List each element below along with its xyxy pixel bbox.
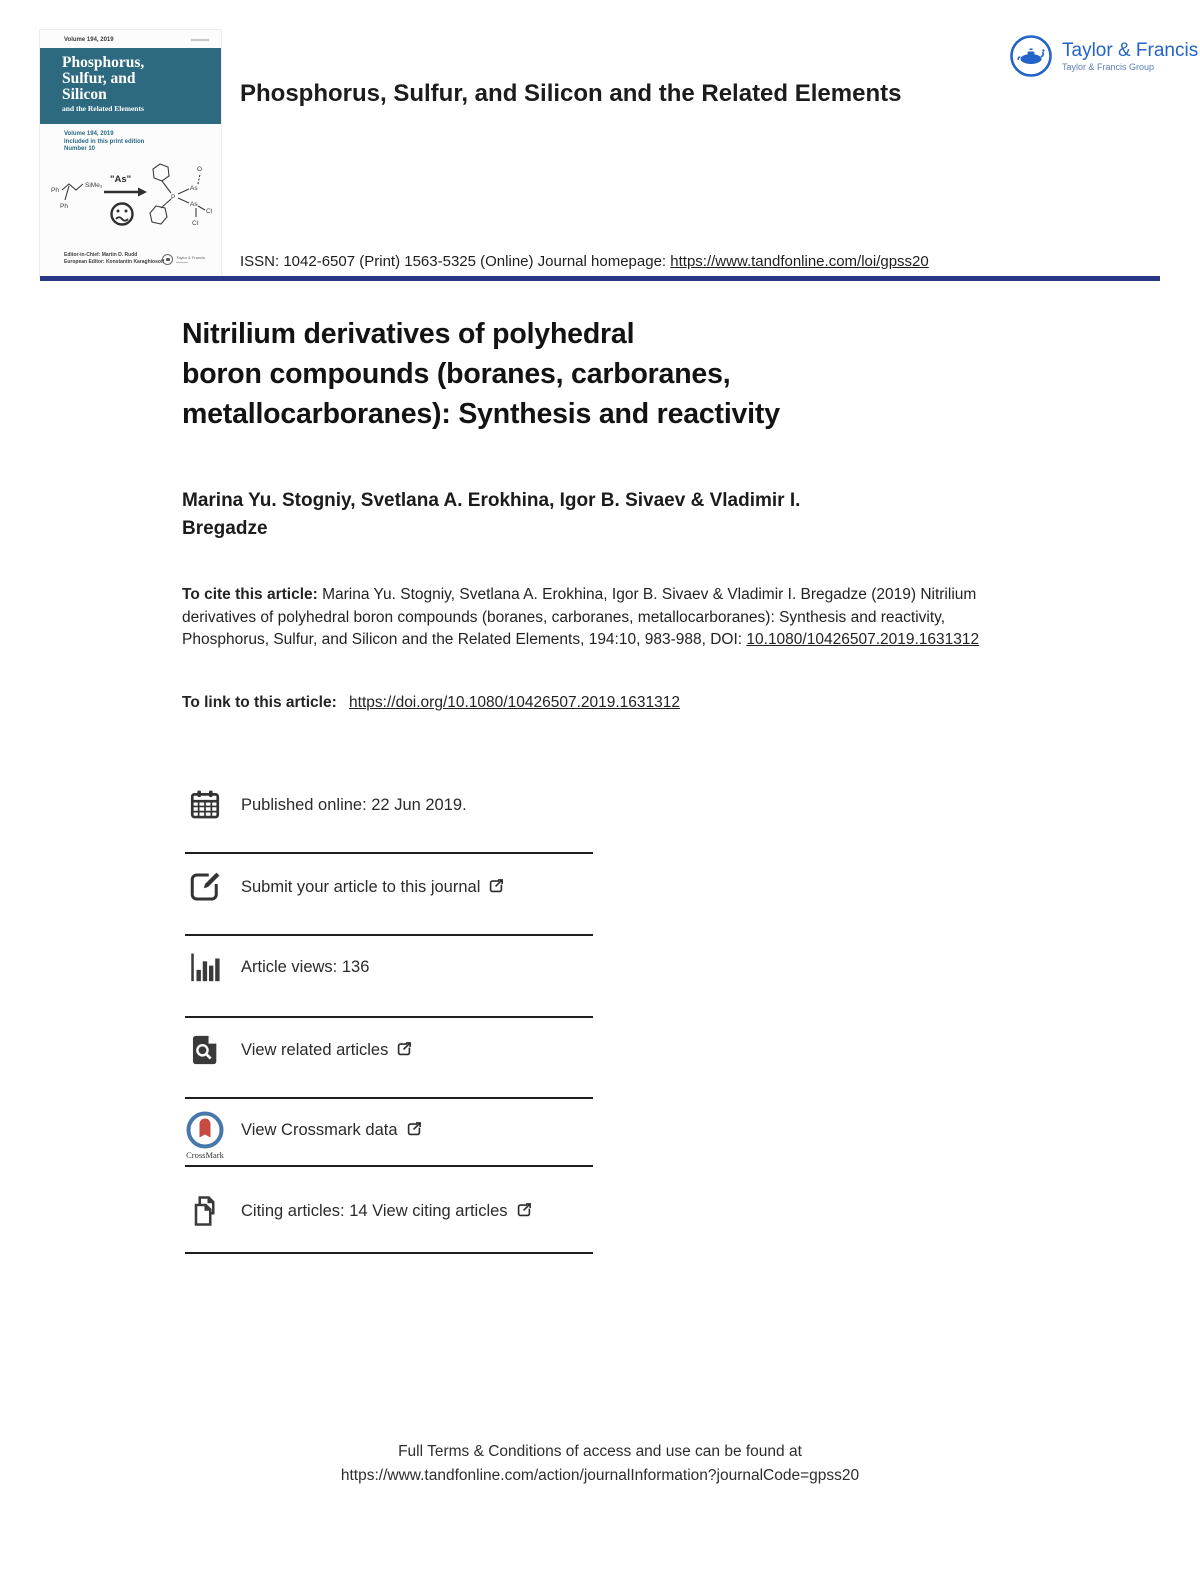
cover-print-info: [64, 131, 144, 154]
calendar-icon: [188, 788, 222, 822]
article-title-line: boron compounds (boranes, carboranes,: [182, 358, 731, 390]
cover-masthead-line: Sulfur, and: [62, 70, 136, 87]
article-title: [182, 314, 780, 434]
citing-articles-row[interactable]: [185, 1185, 595, 1237]
journal-cover-thumbnail: [40, 30, 221, 277]
crossmark-row[interactable]: [185, 1104, 595, 1160]
cover-editor-line: European Editor: Konstantin Karaghiosoff: [64, 258, 165, 265]
cover-print-info-line: Included in this print edition: [64, 138, 145, 145]
row-separator: [185, 934, 593, 936]
cover-editors: [64, 252, 164, 265]
related-articles-label: View related articles: [241, 1041, 389, 1059]
frowny-face-icon: [112, 204, 133, 225]
atom-label: P: [171, 194, 176, 201]
cover-editor-line: Editor-in-Chief: Martin D. Rudd: [64, 252, 138, 258]
atom-label: Cl: [192, 220, 199, 227]
atom-label: Cl: [206, 208, 213, 215]
bar-chart-icon: [188, 950, 222, 984]
cover-masthead-subtitle: and the Related Elements: [62, 104, 144, 113]
cover-print-info-line: Number 10: [64, 146, 96, 152]
issn-line: [240, 253, 929, 270]
crossmark-icon: [185, 1110, 225, 1150]
chemical-scheme-graphic: [48, 156, 213, 244]
citing-articles-icon: [187, 1193, 223, 1229]
submit-article-row[interactable]: [185, 861, 595, 913]
article-authors: [182, 487, 800, 543]
crossmark-caption: CrossMark: [186, 1150, 224, 1160]
published-online-row: [185, 779, 595, 831]
cite-doi-link[interactable]: 10.1080/10426507.2019.1631312: [746, 631, 980, 648]
cover-masthead: [62, 55, 144, 103]
article-views-label: Article views: 136: [241, 957, 370, 976]
article-link-line: [182, 694, 680, 712]
issn-text: ISSN: 1042-6507 (Print) 1563-5325 (Online) Journal homepage:: [240, 253, 671, 270]
terms-footer-line1: Full Terms & Conditions of access and use can be found at: [398, 1443, 802, 1460]
atom-label: O: [197, 166, 203, 173]
cover-publisher-name: Taylor & Francis: [176, 255, 205, 260]
cover-publisher-subline: [176, 262, 188, 264]
doi-link[interactable]: https://doi.org/10.1080/10426507.2019.1631312: [349, 694, 681, 711]
taylor-francis-lamp-icon: [1008, 33, 1054, 79]
citation-block: [182, 584, 982, 652]
published-online-label: Published online: 22 Jun 2019.: [241, 795, 467, 814]
submit-article-label: Submit your article to this journal: [241, 878, 481, 896]
reagent-label: "As": [110, 174, 132, 185]
row-separator: [185, 852, 593, 854]
related-articles-icon: [188, 1033, 222, 1067]
cite-label: To cite this article:: [182, 586, 323, 603]
link-label: To link to this article:: [182, 694, 342, 711]
article-title-line: metallocarboranes): Synthesis and reactivity: [182, 398, 780, 430]
terms-footer-link[interactable]: https://www.tandfonline.com/action/journalInformation?journalCode=gpss20: [340, 1466, 860, 1484]
atom-label: Ph: [51, 187, 59, 194]
publisher-name: Taylor & Francis: [1062, 39, 1199, 61]
atom-label: SiMe₃: [85, 182, 103, 189]
external-link-icon: [515, 1201, 533, 1219]
taylor-francis-mini-icon: [162, 254, 173, 265]
external-link-icon: [487, 877, 505, 895]
cover-volume-line: Volume 194, 2019: [64, 37, 114, 43]
publisher-logo: [1008, 33, 1198, 79]
atom-label: As: [190, 185, 198, 192]
cover-top-right-mark: [191, 39, 209, 41]
submit-pencil-icon: [187, 869, 223, 905]
external-link-icon: [395, 1040, 413, 1058]
article-views-row: [185, 941, 595, 993]
atom-label: As: [190, 201, 198, 208]
row-separator: [185, 1165, 593, 1167]
journal-homepage-link[interactable]: https://www.tandfonline.com/loi/gpss20: [670, 253, 929, 270]
external-link-icon: [405, 1120, 423, 1138]
terms-footer: [0, 1440, 1200, 1487]
article-authors-line: Bregadze: [182, 518, 268, 539]
cover-print-info-line: Volume 194, 2019: [64, 131, 114, 137]
article-authors-line: Marina Yu. Stogniy, Svetlana A. Erokhina, Igor B. Sivaev & Vladimir I.: [182, 490, 801, 511]
cover-masthead-line: Silicon: [62, 86, 107, 103]
row-separator: [185, 1252, 593, 1254]
citing-articles-label: Citing articles: 14 View citing articles: [241, 1202, 508, 1220]
header-divider-rule: [40, 276, 1160, 281]
row-separator: [185, 1097, 593, 1099]
journal-title: Phosphorus, Sulfur, and Silicon and the Related Elements: [240, 80, 902, 107]
cover-masthead-banner: [40, 48, 221, 124]
cover-masthead-line: Phosphorus,: [62, 54, 145, 71]
atom-label: Ph: [60, 203, 68, 210]
cover-publisher-logo: [162, 254, 205, 265]
cite-body: Marina Yu. Stogniy, Svetlana A. Erokhina, Igor B. Sivaev & Vladimir I. Bregadze (2019) Nitrilium derivatives of polyhedral boron compounds (boranes, carboranes, metallocarboranes): Synthesis and reactivity, Phosphorus, Sulfur, and Silicon and the Related Elements, 194:10, 983-988, DOI:: [182, 586, 977, 648]
related-articles-row[interactable]: [185, 1024, 595, 1076]
publisher-group: Taylor & Francis Group: [1062, 61, 1155, 72]
crossmark-label: View Crossmark data: [241, 1121, 398, 1139]
row-separator: [185, 1016, 593, 1018]
article-title-line: Nitrilium derivatives of polyhedral: [182, 318, 635, 350]
